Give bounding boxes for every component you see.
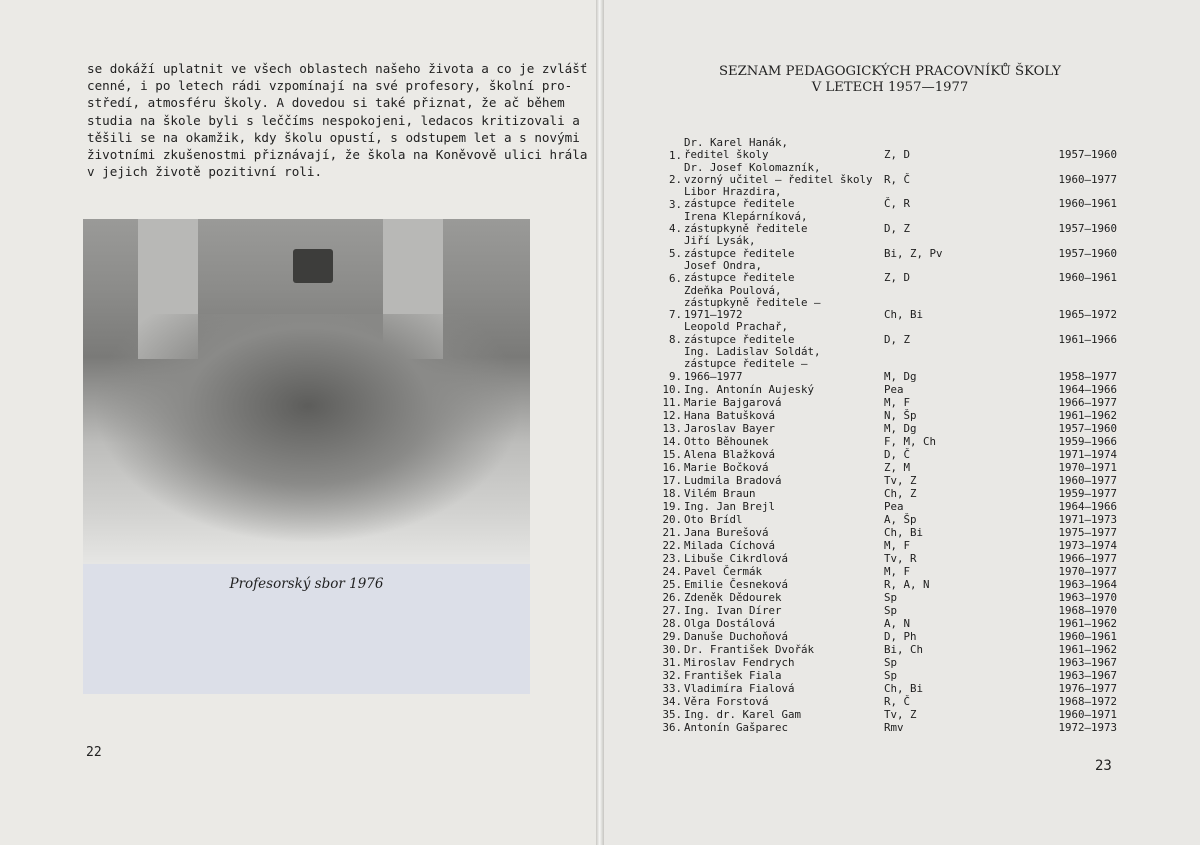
- staff-years: 1957—1960: [1058, 148, 1117, 162]
- staff-years: 1961—1962: [1058, 616, 1117, 630]
- staff-years: 1959—1966: [1058, 434, 1117, 448]
- staff-subjects: Z, D: [884, 271, 911, 285]
- staff-name: Věra Forstová: [684, 694, 769, 708]
- staff-number: 18.: [662, 486, 682, 500]
- staff-years: 1968—1972: [1058, 694, 1117, 708]
- staff-name: Ing. Jan Brejl: [684, 499, 776, 513]
- staff-years: 1963—1967: [1058, 655, 1117, 669]
- staff-number: 27.: [662, 603, 682, 617]
- staff-number: 12.: [662, 408, 682, 422]
- staff-row: [650, 669, 1125, 682]
- staff-number: 31.: [662, 655, 682, 669]
- staff-number: 29.: [662, 629, 682, 643]
- staff-name: Josef Ondra, zástupce ředitele: [684, 258, 795, 285]
- staff-years: 1972—1973: [1058, 720, 1117, 734]
- staff-row: [650, 137, 1125, 162]
- staff-name: Jaroslav Bayer: [684, 421, 776, 435]
- staff-row: [650, 695, 1125, 708]
- staff-number: 33.: [662, 681, 682, 695]
- staff-row: [650, 396, 1125, 409]
- staff-row: [650, 285, 1125, 322]
- staff-number: 9.: [668, 369, 682, 383]
- staff-number: 25.: [662, 577, 682, 591]
- staff-subjects: A, N: [884, 616, 911, 630]
- staff-subjects: D, Z: [884, 332, 911, 346]
- staff-subjects: Pea: [884, 382, 904, 396]
- staff-row: [650, 604, 1125, 617]
- list-title: [700, 64, 1080, 96]
- staff-years: 1960—1977: [1058, 473, 1117, 487]
- staff-name: Marie Bočková: [684, 460, 769, 474]
- staff-number: 24.: [662, 564, 682, 578]
- staff-subjects: Ch, Z: [884, 486, 917, 500]
- staff-name: Danuše Duchoňová: [684, 629, 789, 643]
- staff-name: Milada Cíchová: [684, 538, 776, 552]
- staff-name: Ing. Ladislav Soldát, zástupce ředitele — 1966—1977: [684, 345, 821, 383]
- staff-subjects: M, F: [884, 538, 911, 552]
- staff-group-photo: [83, 219, 530, 564]
- staff-number: 19.: [662, 499, 682, 513]
- book-gutter: [596, 0, 604, 845]
- staff-years: 1963—1970: [1058, 590, 1117, 604]
- staff-subjects: Ch, Bi: [884, 308, 924, 322]
- staff-subjects: F, M, Ch: [884, 434, 937, 448]
- staff-subjects: Ch, Bi: [884, 681, 924, 695]
- staff-years: 1960—1961: [1058, 197, 1117, 211]
- staff-row: [650, 630, 1125, 643]
- staff-subjects: D, Č: [884, 447, 911, 461]
- staff-row: [650, 235, 1125, 260]
- staff-years: 1961—1962: [1058, 642, 1117, 656]
- staff-name: Vilém Braun: [684, 486, 756, 500]
- photo-caption: Profesorský sbor 1976: [229, 576, 384, 592]
- staff-years: 1960—1971: [1058, 707, 1117, 721]
- staff-subjects: Sp: [884, 603, 898, 617]
- staff-years: 1966—1977: [1058, 395, 1117, 409]
- staff-number: 6.: [668, 271, 682, 285]
- staff-years: 1971—1973: [1058, 512, 1117, 526]
- staff-number: 7.: [668, 308, 682, 322]
- staff-subjects: R, Č: [884, 694, 911, 708]
- intro-line: životními zkušenostmi přiznávají, že škola na Koněvově ulici hrála: [87, 147, 588, 163]
- staff-name: Libor Hrazdira, zástupce ředitele: [684, 185, 795, 211]
- staff-years: 1963—1964: [1058, 577, 1117, 591]
- staff-subjects: Sp: [884, 668, 898, 682]
- staff-number: 4.: [668, 222, 682, 236]
- staff-subjects: M, F: [884, 564, 911, 578]
- staff-name: Zdeňka Poulová, zástupkyně ředitele — 1971—1972: [684, 283, 821, 322]
- staff-row: [650, 617, 1125, 630]
- staff-row: [650, 186, 1125, 211]
- staff-subjects: R, A, N: [884, 577, 930, 591]
- staff-number: 11.: [662, 395, 682, 409]
- staff-name: Jiří Lysák, zástupce ředitele: [684, 234, 795, 260]
- staff-subjects: Z, D: [884, 148, 911, 162]
- staff-years: 1973—1974: [1058, 538, 1117, 552]
- staff-name: Pavel Čermák: [684, 564, 763, 578]
- staff-number: 5.: [668, 246, 682, 260]
- staff-number: 14.: [662, 434, 682, 448]
- staff-subjects: M, Dg: [884, 421, 917, 435]
- staff-row: [650, 643, 1125, 656]
- staff-name: Hana Batušková: [684, 408, 776, 422]
- staff-number: 3.: [668, 197, 682, 211]
- staff-years: 1963—1967: [1058, 668, 1117, 682]
- staff-row: [650, 721, 1125, 734]
- staff-number: 17.: [662, 473, 682, 487]
- intro-line: cenné, i po letech rádi vzpomínají na své profesory, školní pro-: [87, 78, 573, 94]
- staff-subjects: M, F: [884, 395, 911, 409]
- staff-subjects: Tv, Z: [884, 707, 917, 721]
- page-number-left: 22: [86, 745, 102, 760]
- staff-years: 1960—1977: [1058, 172, 1117, 186]
- staff-subjects: Bi, Ch: [884, 642, 924, 656]
- staff-number: 20.: [662, 512, 682, 526]
- intro-line: se dokáží uplatnit ve všech oblastech našeho života a co je zvlášť: [87, 61, 588, 76]
- staff-row: [650, 552, 1125, 565]
- staff-name: Ing. dr. Karel Gam: [684, 707, 802, 721]
- staff-row: [650, 260, 1125, 285]
- staff-name: Dr. Josef Kolomazník, vzorný učitel — ředitel školy: [684, 160, 873, 186]
- staff-name: Antonín Gašparec: [684, 720, 789, 734]
- staff-years: 1957—1960: [1058, 421, 1117, 435]
- staff-number: 22.: [662, 538, 682, 552]
- staff-name: Ludmila Bradová: [684, 473, 782, 487]
- staff-row: [650, 708, 1125, 721]
- caption-area: [83, 564, 530, 694]
- staff-number: 8.: [668, 333, 682, 347]
- staff-row: [650, 211, 1125, 236]
- staff-row: [650, 321, 1125, 346]
- staff-years: 1958—1977: [1058, 369, 1117, 383]
- staff-subjects: D, Z: [884, 222, 911, 236]
- staff-row: [650, 474, 1125, 487]
- staff-row: [650, 435, 1125, 448]
- list-title-line1: SEZNAM PEDAGOGICKÝCH PRACOVNÍKŮ ŠKOLY: [718, 64, 1062, 79]
- staff-name: František Fiala: [684, 668, 782, 682]
- staff-name: Oto Brídl: [684, 512, 743, 526]
- staff-name: Leopold Prachař, zástupce ředitele: [684, 320, 795, 346]
- staff-row: [650, 565, 1125, 578]
- staff-subjects: Z, M: [884, 460, 911, 474]
- staff-number: 35.: [662, 707, 682, 721]
- staff-years: 1970—1977: [1058, 564, 1117, 578]
- staff-name: Jana Burešová: [684, 525, 769, 539]
- staff-years: 1976—1977: [1058, 681, 1117, 695]
- staff-subjects: D, Ph: [884, 629, 917, 643]
- staff-name: Libuše Cikrdlová: [684, 551, 789, 565]
- intro-paragraph: [87, 60, 588, 180]
- photo-school-sign: [293, 249, 333, 283]
- staff-subjects: Bi, Z, Pv: [884, 246, 943, 260]
- list-title-line2: V LETECH 1957—1977: [811, 80, 969, 95]
- staff-subjects: Ch, Bi: [884, 525, 924, 539]
- staff-years: 1961—1962: [1058, 408, 1117, 422]
- staff-name: Ing. Ivan Dírer: [684, 603, 782, 617]
- staff-row: [650, 422, 1125, 435]
- staff-name: Otto Běhounek: [684, 434, 769, 448]
- staff-list: [650, 137, 1125, 734]
- staff-name: Zdeněk Dědourek: [684, 590, 782, 604]
- staff-number: 16.: [662, 460, 682, 474]
- staff-subjects: Tv, Z: [884, 473, 917, 487]
- staff-name: Marie Bajgarová: [684, 395, 782, 409]
- staff-subjects: N, Šp: [884, 408, 917, 422]
- staff-subjects: A, Šp: [884, 512, 917, 526]
- staff-row: [650, 578, 1125, 591]
- staff-number: 10.: [662, 382, 682, 396]
- intro-line: těšili se na okamžik, kdy školu opustí, s odstupem let a s novými: [87, 129, 580, 145]
- staff-subjects: Rmv: [884, 720, 904, 734]
- staff-row: [650, 409, 1125, 422]
- staff-subjects: Č, R: [884, 197, 911, 211]
- staff-row: [650, 383, 1125, 396]
- staff-number: 15.: [662, 447, 682, 461]
- staff-name: Ing. Antonín Aujeský: [684, 382, 815, 396]
- staff-row: [650, 461, 1125, 474]
- staff-years: 1961—1966: [1058, 332, 1117, 346]
- staff-number: 34.: [662, 694, 682, 708]
- staff-years: 1960—1961: [1058, 629, 1117, 643]
- staff-row: [650, 526, 1125, 539]
- staff-name: Dr. Karel Hanák, ředitel školy: [684, 136, 789, 162]
- staff-number: 1.: [668, 148, 682, 162]
- staff-name: Olga Dostálová: [684, 616, 776, 630]
- staff-subjects: Tv, R: [884, 551, 917, 565]
- photo-crowd: [93, 314, 523, 544]
- staff-row: [650, 539, 1125, 552]
- staff-name: Irena Klepárníková, zástupkyně ředitele: [684, 209, 808, 236]
- staff-number: 23.: [662, 551, 682, 565]
- staff-years: 1975—1977: [1058, 525, 1117, 539]
- staff-row: [650, 346, 1125, 383]
- intro-line: studia na škole byli s leččíms nespokojeni, ledacos kritizovali a: [87, 112, 580, 128]
- staff-row: [650, 162, 1125, 187]
- staff-name: Alena Blažková: [684, 447, 776, 461]
- staff-years: 1960—1961: [1058, 271, 1117, 285]
- staff-subjects: Pea: [884, 499, 904, 513]
- staff-years: 1964—1966: [1058, 499, 1117, 513]
- staff-name: Dr. František Dvořák: [684, 642, 815, 656]
- staff-number: 32.: [662, 668, 682, 682]
- staff-number: 26.: [662, 590, 682, 604]
- staff-years: 1970—1971: [1058, 460, 1117, 474]
- intro-line: středí, atmosféru školy. A dovedou si také přiznat, že ač během: [87, 95, 565, 111]
- staff-subjects: M, Dg: [884, 369, 917, 383]
- staff-years: 1957—1960: [1058, 222, 1117, 236]
- staff-years: 1965—1972: [1058, 308, 1117, 322]
- staff-row: [650, 448, 1125, 461]
- intro-line: v jejich životě pozitivní roli.: [87, 164, 323, 180]
- staff-name: Miroslav Fendrych: [684, 655, 795, 669]
- staff-row: [650, 682, 1125, 695]
- staff-years: 1964—1966: [1058, 382, 1117, 396]
- staff-row: [650, 487, 1125, 500]
- staff-years: 1959—1977: [1058, 486, 1117, 500]
- staff-name: Emilie Česneková: [684, 577, 789, 591]
- staff-number: 21.: [662, 525, 682, 539]
- staff-row: [650, 591, 1125, 604]
- staff-row: [650, 656, 1125, 669]
- staff-subjects: R, Č: [884, 172, 911, 186]
- page-number-right: 23: [1095, 758, 1112, 774]
- staff-subjects: Sp: [884, 655, 898, 669]
- staff-row: [650, 500, 1125, 513]
- staff-row: [650, 513, 1125, 526]
- staff-number: 13.: [662, 421, 682, 435]
- staff-years: 1968—1970: [1058, 603, 1117, 617]
- staff-number: 36.: [662, 720, 682, 734]
- staff-name: Vladimíra Fialová: [684, 681, 795, 695]
- staff-years: 1957—1960: [1058, 246, 1117, 260]
- staff-years: 1966—1977: [1058, 551, 1117, 565]
- staff-number: 30.: [662, 642, 682, 656]
- staff-subjects: Sp: [884, 590, 898, 604]
- staff-years: 1971—1974: [1058, 447, 1117, 461]
- staff-number: 2.: [668, 173, 682, 187]
- staff-number: 28.: [662, 616, 682, 630]
